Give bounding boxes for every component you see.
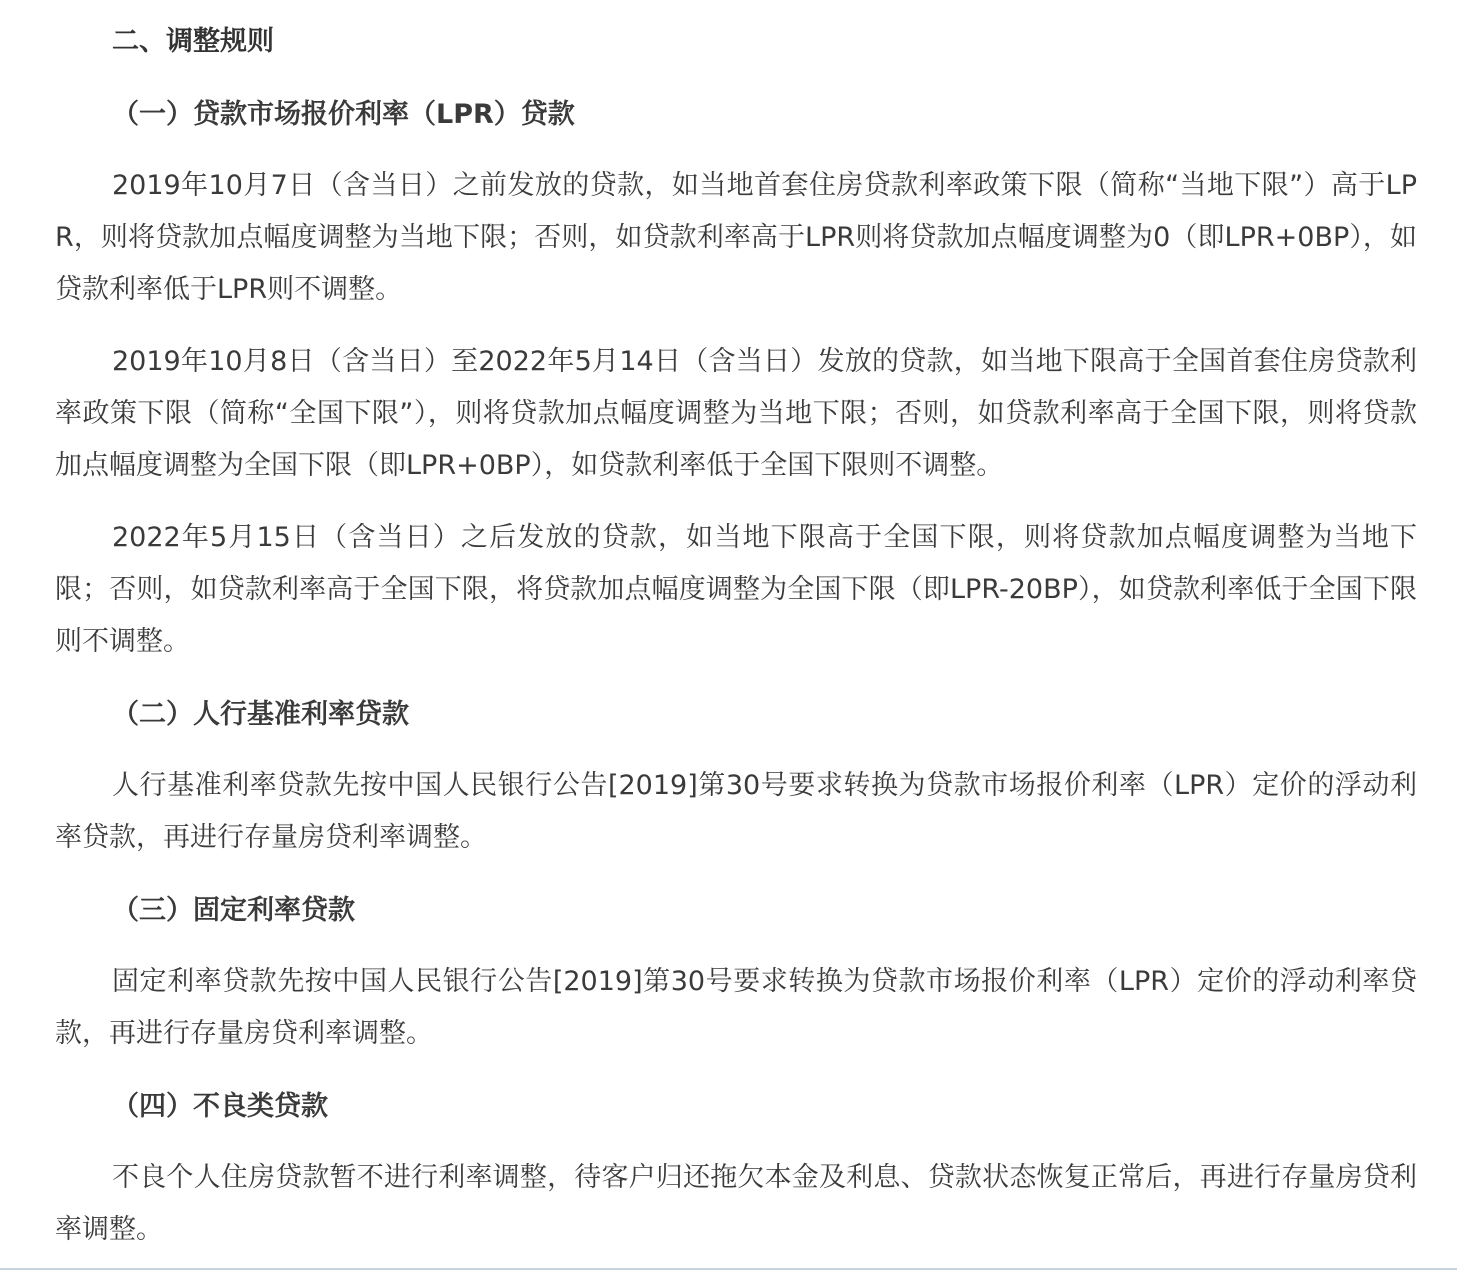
section-title: 二、调整规则 <box>112 26 274 57</box>
paragraph-benchmark: 人行基准利率贷款先按中国人民银行公告[2019]第30号要求转换为贷款市场报价利率（LPR）定价的浮动利率贷款，再进行存量房贷利率调整。 <box>55 770 1417 853</box>
subsection-heading-benchmark: （二）人行基准利率贷款 <box>112 699 409 730</box>
paragraph-nonperforming: 不良个人住房贷款暂不进行利率调整，待客户归还拖欠本金及利息、贷款状态恢复正常后，再进行存量房贷利率调整。 <box>55 1162 1417 1245</box>
subsection-heading-fixed: （三）固定利率贷款 <box>112 895 355 926</box>
paragraph-lpr-after-2022: 2022年5月15日（含当日）之后发放的贷款，如当地下限高于全国下限，则将贷款加点幅度调整为当地下限；否则，如贷款利率高于全国下限，将贷款加点幅度调整为全国下限（即LPR-20BP），如贷款利率低于全国下限则不调整。 <box>55 522 1417 657</box>
paragraph-lpr-2019-2022: 2019年10月8日（含当日）至2022年5月14日（含当日）发放的贷款，如当地下限高于全国首套住房贷款利率政策下限（简称“全国下限”），则将贷款加点幅度调整为当地下限；否则，如贷款利率高于全国下限，则将贷款加点幅度调整为全国下限（即LPR+0BP），如贷款利率低于全国下限则不调整。 <box>55 346 1417 481</box>
paragraph-fixed: 固定利率贷款先按中国人民银行公告[2019]第30号要求转换为贷款市场报价利率（LPR）定价的浮动利率贷款，再进行存量房贷利率调整。 <box>55 966 1417 1049</box>
bottom-divider <box>0 1268 1457 1270</box>
subsection-heading-nonperforming: （四）不良类贷款 <box>112 1091 328 1122</box>
paragraph-lpr-before-2019: 2019年10月7日（含当日）之前发放的贷款，如当地首套住房贷款利率政策下限（简称“当地下限”）高于LPR，则将贷款加点幅度调整为当地下限；否则，如贷款利率高于LPR则将贷款加点幅度调整为0（即LPR+0BP），如贷款利率低于LPR则不调整。 <box>55 170 1417 305</box>
subsection-heading-lpr: （一）贷款市场报价利率（LPR）贷款 <box>112 99 575 130</box>
